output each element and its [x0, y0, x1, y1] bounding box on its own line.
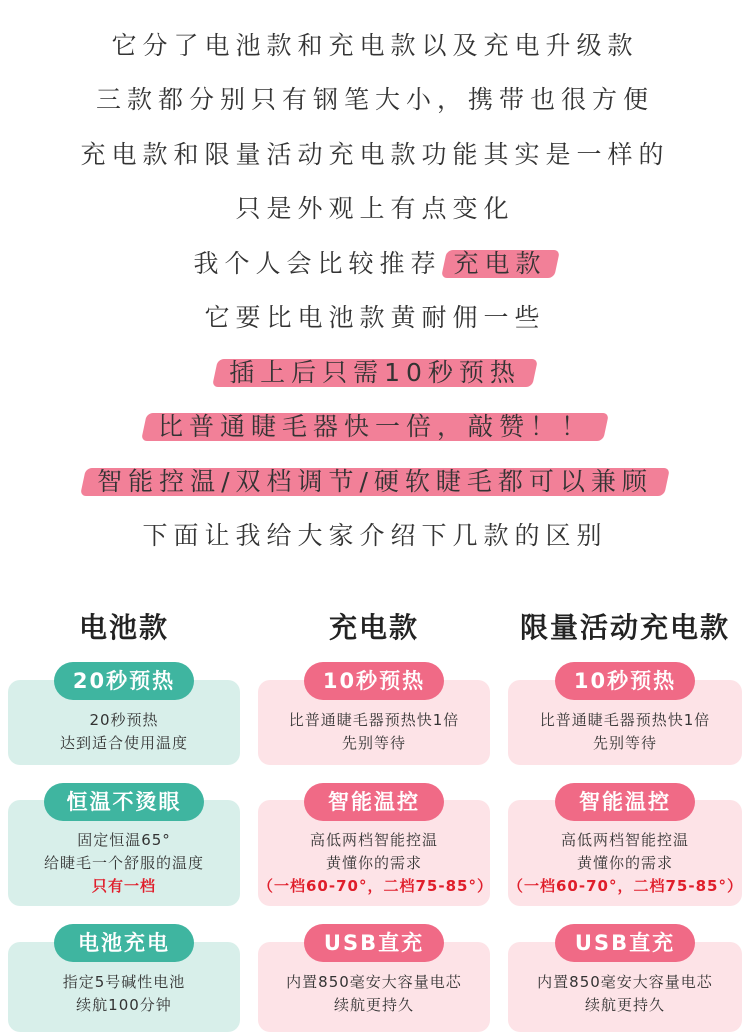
feature-badge: 智能温控 [304, 783, 444, 821]
feature-badge: 10秒预热 [304, 662, 444, 700]
column-title-rechargeable: 充电款 [328, 611, 419, 644]
highlight-text: 插上后只需10秒预热 [229, 358, 521, 387]
highlight-strip [144, 407, 606, 447]
column-title-limited: 限量活动充电款 [519, 611, 730, 644]
intro-line: 三款都分别只有钢笔大小，携带也很方便 [95, 85, 654, 114]
card-line: 先别等待 [341, 734, 406, 752]
feature-badge: 恒温不烫眼 [44, 783, 204, 821]
card-line: 高低两档智能控温 [560, 831, 689, 849]
card-line: 续航更持久 [584, 996, 665, 1014]
highlight-strip [83, 462, 667, 502]
card-line: 先别等待 [592, 734, 657, 752]
card-line: 20秒预热 [89, 711, 159, 729]
feature-badge: USB直充 [555, 924, 695, 962]
card-line: 指定5号碱性电池 [62, 973, 186, 991]
card-red-line: （一档60-70°，二档75-85°） [508, 877, 743, 895]
card-line: 续航更持久 [333, 996, 414, 1014]
durability-line: 它要比电池款黄耐佣一些 [204, 303, 546, 332]
card-line: 固定恒温65° [77, 831, 171, 849]
recommend-line [0, 244, 750, 284]
column-title-battery: 电池款 [78, 611, 169, 644]
highlight-text: 比普通睫毛器快一倍，敲赞！！ [157, 412, 592, 441]
recommend-prefix: 我个人会比较推荐 [193, 249, 442, 278]
highlight-line [0, 407, 750, 447]
outro-line: 下面让我给大家介绍下几款的区别 [142, 521, 608, 550]
intro-line: 只是外观上有点变化 [235, 194, 515, 223]
recommend-highlight [444, 244, 557, 284]
highlight-strip [215, 353, 535, 393]
card-red-line: （一档60-70°，二档75-85°） [258, 877, 493, 895]
card-line: 比普通睫毛器预热快1倍 [539, 711, 711, 729]
card-line: 比普通睫毛器预热快1倍 [288, 711, 460, 729]
card-line: 内置850毫安大容量电芯 [286, 973, 462, 991]
card-line: 达到适合使用温度 [59, 734, 188, 752]
feature-badge: 智能温控 [555, 783, 695, 821]
feature-badge: 20秒预热 [54, 662, 194, 700]
card-line: 高低两档智能控温 [309, 831, 438, 849]
highlight-text: 智能控温/双档调节/硬软睫毛都可以兼顾 [97, 467, 653, 496]
card-red-line: 只有一档 [91, 877, 156, 895]
card-line: 黄懂你的需求 [325, 854, 422, 872]
card-line: 给睫毛一个舒服的温度 [43, 854, 204, 872]
card-line: 续航100分钟 [76, 996, 172, 1014]
card-line: 黄懂你的需求 [576, 854, 673, 872]
highlight-line [0, 353, 750, 393]
recommend-highlight-text: 充电款 [453, 249, 547, 278]
card-line: 内置850毫安大容量电芯 [537, 973, 713, 991]
intro-line: 充电款和限量活动充电款功能其实是一样的 [80, 140, 670, 169]
feature-badge: 电池充电 [54, 924, 194, 962]
highlight-line [0, 462, 750, 502]
feature-badge: 10秒预热 [555, 662, 695, 700]
feature-badge: USB直充 [304, 924, 444, 962]
intro-line: 它分了电池款和充电款以及充电升级款 [111, 31, 639, 60]
